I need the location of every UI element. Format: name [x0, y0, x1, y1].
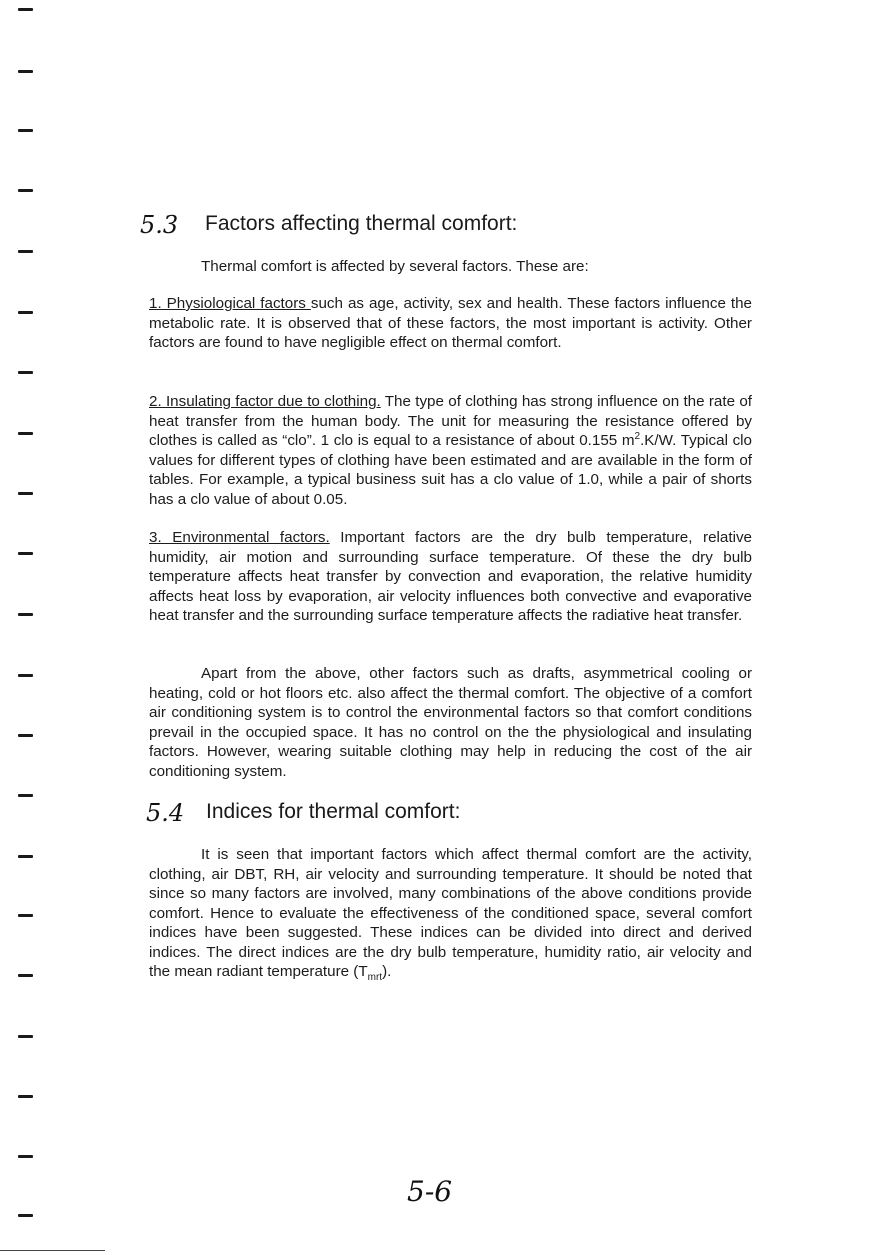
factor-1-label: 1. Physiological factors — [149, 295, 311, 312]
margin-tick — [18, 8, 33, 11]
margin-tick — [18, 855, 33, 858]
margin-tick — [18, 70, 33, 73]
margin-tick — [18, 371, 33, 374]
factor-3 — [149, 528, 752, 626]
margin-tick — [18, 189, 33, 192]
margin-tick — [18, 613, 33, 616]
page-edge-line — [0, 1250, 105, 1251]
margin-tick — [18, 914, 33, 917]
binding-margin — [0, 0, 40, 1255]
indices-end: ). — [382, 963, 392, 980]
margin-tick — [18, 311, 33, 314]
indices-text: It is seen that important factors which affect thermal comfort are the activity, clothing, air DBT, RH, air velocity and surrounding temperature. It should be noted that since so many factors are involved, many combinations of the above conditions provide comfort. Hence to evaluate the effectiveness of the conditioned space, several comfort indices have been suggested. These indices can be divided into direct and derived indices. The direct indices are the dry bulb temperature, humidity ratio, air velocity and the mean radiant temperature (T — [149, 846, 752, 980]
factor-2-label: 2. Insulating factor due to clothing. — [149, 393, 381, 410]
factor-2-text-a: The type of clothing has strong influence on the rate of heat transfer from the human body. The unit for measuring the resistance offered by clothes is called as “clo”. 1 clo is equal to a resistance of about 0.155 m — [149, 393, 752, 449]
margin-tick — [18, 129, 33, 132]
margin-tick — [18, 974, 33, 977]
margin-tick — [18, 674, 33, 677]
margin-tick — [18, 794, 33, 797]
margin-tick — [18, 1214, 33, 1217]
margin-tick — [18, 552, 33, 555]
factor-2-text-b: .K/W. Typical clo values for different types of clothing have been estimated and are available in the form of tables. For example, a typical business suit has a clo value of 1.0, while a pair of shorts has a clo value of about 0.05. — [149, 432, 752, 508]
section-title: Factors affecting thermal comfort: — [205, 212, 518, 235]
page-number: 5-6 — [407, 1175, 453, 1208]
subscript: mrt — [367, 972, 383, 984]
margin-tick — [18, 734, 33, 737]
superscript: 2 — [634, 430, 641, 442]
factor-1 — [149, 294, 752, 353]
margin-tick — [18, 1155, 33, 1158]
factor-2 — [149, 392, 752, 509]
indices-paragraph — [149, 845, 752, 982]
margin-tick — [18, 250, 33, 253]
factor-3-text: Important factors are the dry bulb temperature, relative humidity, air motion and surrounding surface temperature. Of these the dry bulb temperature affects heat transfer by convection and evaporation, the relative humidity affects heat loss by evaporation, air velocity influences both convective and evaporative heat transfer and the surrounding surface temperature affects the radiative heat transfer. — [149, 529, 752, 624]
margin-tick — [18, 1095, 33, 1098]
factor-1-text: such as age, activity, sex and health. These factors influence the metabolic rate. It is observed that of these factors, the most important is activity. Other factors are found to have negligible effect on thermal comfort. — [149, 295, 752, 351]
margin-tick — [18, 1035, 33, 1038]
section-title: Indices for thermal comfort: — [206, 800, 461, 823]
section-number-handwritten: 5.4 — [146, 799, 185, 827]
factor-3-label: 3. Environmental factors. — [149, 529, 330, 546]
intro-text: Thermal comfort is affected by several factors. These are: — [201, 258, 589, 275]
margin-tick — [18, 432, 33, 435]
apart-paragraph: Apart from the above, other factors such as drafts, asymmetrical cooling or heating, cold or hot floors etc. also affect the thermal comfort. The objective of a comfort air conditioning system is to control the environmental factors so that comfort conditions prevail in the occupied space. It has no control on the the physiological and insulating factors. However, wearing suitable clothing may help in reducing the cost of the air conditioning system. — [149, 665, 752, 780]
section-number-handwritten: 5.3 — [140, 211, 179, 239]
margin-tick — [18, 492, 33, 495]
